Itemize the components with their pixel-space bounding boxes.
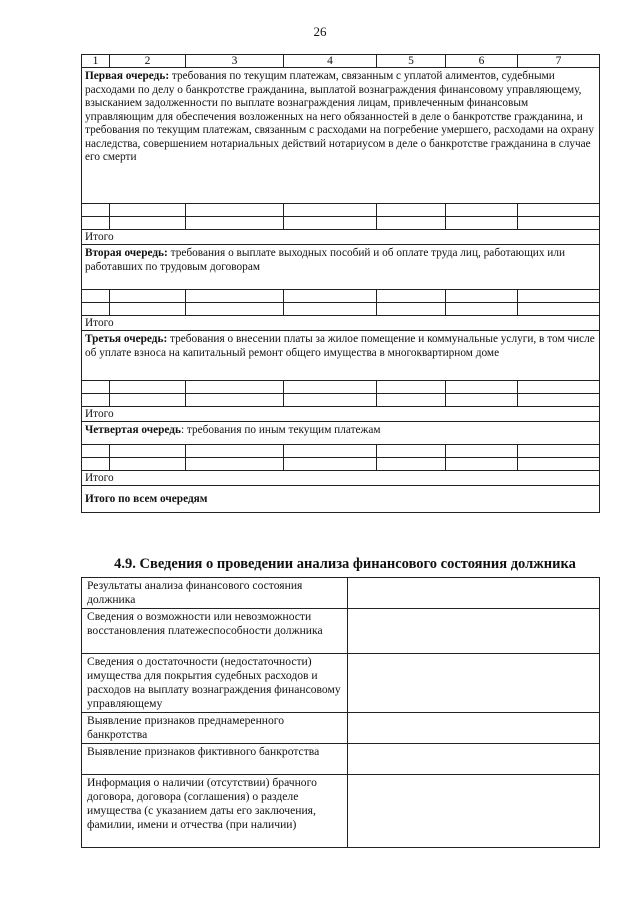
total-row (82, 407, 600, 422)
total-label: Итого (82, 471, 600, 486)
table-row (82, 654, 600, 713)
row-label: Результаты анализа финансового состояния должника (82, 578, 348, 609)
current-payments-priority-table (81, 54, 600, 513)
section-text: требования о внесении платы за жилое помещение и коммунальные услуги, в том числе об уплате взноса на капитальный ремонт общего имущества в многоквартирном доме (85, 333, 595, 359)
financial-analysis-table (81, 577, 600, 848)
row-label: Сведения о достаточности (недостаточности) имущества для покрытия судебных расходов и расходов на выплату вознаграждения финансовому управляющему (82, 654, 348, 713)
total-row (82, 471, 600, 486)
table-row (82, 204, 600, 217)
section-title: Четвертая очередь (85, 424, 181, 436)
section-title: Первая очередь: (85, 70, 170, 82)
priority-section-second (82, 245, 600, 290)
section-heading: 4.9. Сведения о проведении анализа финансового состояния должника (114, 556, 576, 572)
column-number: 6 (446, 55, 518, 68)
column-number: 2 (110, 55, 186, 68)
table-row (82, 713, 600, 744)
section-title: Третья очередь: (85, 333, 168, 345)
total-label: Итого (82, 407, 600, 422)
table-row (82, 394, 600, 407)
column-number: 7 (518, 55, 600, 68)
section-text: требования по текущим платежам, связанным с уплатой алиментов, судебными расходами по делу о банкротстве гражданина, выплатой вознаграждения финансовому управляющему, взысканием задолженности по выплате вознаграждения лицам, привлеченным финансовым управляющим для обеспечения возложенных на него обязанностей в деле о банкротстве гражданина, и требования по текущим платежам, связанным с расходами на погребение умершего, расходами на охрану наследства, совершением нотариальных действий нотариусом в деле о банкротстве гражданина в случае его смерти (85, 70, 594, 163)
total-label: Итого (82, 316, 600, 331)
row-value-cell[interactable] (348, 775, 600, 848)
total-row (82, 316, 600, 331)
table-row (82, 290, 600, 303)
row-value-cell[interactable] (348, 654, 600, 713)
section-text: : требования по иным текущим платежам (180, 424, 381, 436)
column-number: 1 (82, 55, 110, 68)
row-value-cell[interactable] (348, 744, 600, 775)
page-number: 26 (313, 24, 327, 39)
table-row (82, 609, 600, 654)
grand-total-row (82, 486, 600, 513)
total-label: Итого (82, 230, 600, 245)
column-number: 5 (377, 55, 446, 68)
row-value-cell[interactable] (348, 578, 600, 609)
row-label: Сведения о возможности или невозможности восстановления платежеспособности должника (82, 609, 348, 654)
table-row (82, 775, 600, 848)
table-row (82, 381, 600, 394)
row-value-cell[interactable] (348, 713, 600, 744)
priority-section-fourth (82, 422, 600, 445)
table-row (82, 744, 600, 775)
row-label: Выявление признаков фиктивного банкротства (82, 744, 348, 775)
table-row (82, 217, 600, 230)
column-number-row (82, 55, 600, 68)
table-row (82, 445, 600, 458)
priority-section-third (82, 331, 600, 381)
section-text: требования о выплате выходных пособий и об оплате труда лиц, работающих или работавших по трудовым договорам (85, 247, 566, 273)
total-row (82, 230, 600, 245)
table-row (82, 578, 600, 609)
row-label: Выявление признаков преднамеренного банкротства (82, 713, 348, 744)
grand-total-label: Итого по всем очередям (82, 486, 600, 513)
priority-section-first (82, 68, 600, 204)
row-label: Информация о наличии (отсутствии) брачного договора, договора (соглашения) о разделе имущества (с указанием даты его заключения, фамилии, имени и отчества (при наличии) (82, 775, 348, 848)
column-number: 3 (186, 55, 284, 68)
table-row (82, 303, 600, 316)
table-row (82, 458, 600, 471)
section-title: Вторая очередь: (85, 247, 168, 259)
row-value-cell[interactable] (348, 609, 600, 654)
column-number: 4 (284, 55, 377, 68)
